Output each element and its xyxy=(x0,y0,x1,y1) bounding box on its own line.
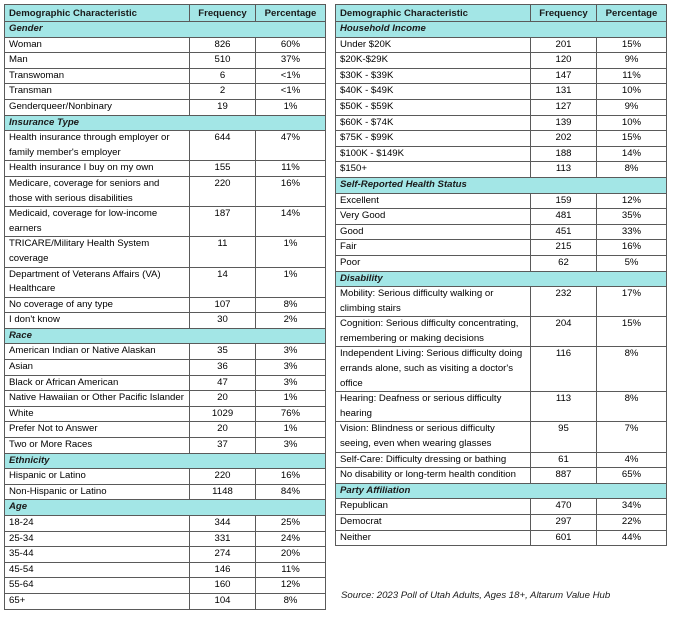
row-percentage: 3% xyxy=(256,344,326,360)
row-percentage: 11% xyxy=(256,161,326,177)
table-row xyxy=(5,578,326,594)
row-frequency: 35 xyxy=(190,344,256,360)
row-label: Health insurance through employer or family member's employer xyxy=(5,131,190,161)
table-row xyxy=(336,347,667,392)
row-label: Mobility: Serious difficulty walking or climbing stairs xyxy=(336,287,531,317)
row-percentage: 17% xyxy=(597,287,667,317)
row-label: Self-Care: Difficulty dressing or bathing xyxy=(336,452,531,468)
row-percentage: 12% xyxy=(597,193,667,209)
table-row xyxy=(336,68,667,84)
row-frequency: 37 xyxy=(190,438,256,454)
table-row xyxy=(336,240,667,256)
row-frequency: 20 xyxy=(190,422,256,438)
row-label: 65+ xyxy=(5,593,190,609)
table-row xyxy=(5,469,326,485)
category-row xyxy=(5,453,326,469)
row-percentage: 35% xyxy=(597,209,667,225)
row-label: Independent Living: Serious difficulty doing errands alone, such as visiting a doctor's office xyxy=(336,347,531,392)
row-frequency: 510 xyxy=(190,53,256,69)
row-label: $50K - $59K xyxy=(336,99,531,115)
row-frequency: 187 xyxy=(190,207,256,237)
row-percentage: 37% xyxy=(256,53,326,69)
row-percentage: 1% xyxy=(256,391,326,407)
row-label: Medicare, coverage for seniors and those with serious disabilities xyxy=(5,176,190,206)
table-row xyxy=(336,53,667,69)
table-row xyxy=(5,562,326,578)
table-row xyxy=(5,207,326,237)
row-label: 18-24 xyxy=(5,516,190,532)
table-row xyxy=(5,84,326,100)
row-label: Under $20K xyxy=(336,37,531,53)
row-percentage: 84% xyxy=(256,484,326,500)
row-percentage: 16% xyxy=(597,240,667,256)
table-row xyxy=(336,162,667,178)
category-label: Race xyxy=(5,328,326,344)
row-label: No disability or long-term health condition xyxy=(336,468,531,484)
table-row xyxy=(5,422,326,438)
table-row xyxy=(336,287,667,317)
row-frequency: 1148 xyxy=(190,484,256,500)
row-frequency: 297 xyxy=(531,515,597,531)
table-row xyxy=(5,297,326,313)
table-body-left xyxy=(5,22,326,610)
table-row xyxy=(336,209,667,225)
row-label: Good xyxy=(336,224,531,240)
row-label: White xyxy=(5,406,190,422)
category-row xyxy=(336,177,667,193)
row-label: Woman xyxy=(5,37,190,53)
row-frequency: 19 xyxy=(190,99,256,115)
row-frequency: 202 xyxy=(531,131,597,147)
table-row xyxy=(5,267,326,297)
header-frequency: Frequency xyxy=(531,5,597,22)
header-row xyxy=(5,5,326,22)
row-label: Genderqueer/Nonbinary xyxy=(5,99,190,115)
row-label: Asian xyxy=(5,360,190,376)
row-label: I don't know xyxy=(5,313,190,329)
row-percentage: 12% xyxy=(256,578,326,594)
row-label: Medicaid, coverage for low-income earners xyxy=(5,207,190,237)
row-frequency: 220 xyxy=(190,176,256,206)
row-percentage: 2% xyxy=(256,313,326,329)
row-frequency: 62 xyxy=(531,255,597,271)
row-frequency: 155 xyxy=(190,161,256,177)
row-frequency: 131 xyxy=(531,84,597,100)
row-label: 25-34 xyxy=(5,531,190,547)
row-frequency: 47 xyxy=(190,375,256,391)
category-row xyxy=(336,271,667,287)
row-label: Fair xyxy=(336,240,531,256)
row-percentage: 20% xyxy=(256,547,326,563)
table-row xyxy=(5,99,326,115)
row-label: 55-64 xyxy=(5,578,190,594)
row-label: Vision: Blindness or serious difficulty seeing, even when wearing glasses xyxy=(336,422,531,452)
table-row xyxy=(5,438,326,454)
row-percentage: 15% xyxy=(597,317,667,347)
header-frequency: Frequency xyxy=(190,5,256,22)
row-percentage: 3% xyxy=(256,438,326,454)
row-frequency: 95 xyxy=(531,422,597,452)
row-label: Hearing: Deafness or serious difficulty hearing xyxy=(336,392,531,422)
category-row xyxy=(5,115,326,131)
row-frequency: 61 xyxy=(531,452,597,468)
row-frequency: 146 xyxy=(190,562,256,578)
row-percentage: 1% xyxy=(256,267,326,297)
row-frequency: 20 xyxy=(190,391,256,407)
row-label: Man xyxy=(5,53,190,69)
table-row xyxy=(336,530,667,546)
row-percentage: 11% xyxy=(256,562,326,578)
row-percentage: 8% xyxy=(597,347,667,392)
row-percentage: 34% xyxy=(597,499,667,515)
row-label: Transwoman xyxy=(5,68,190,84)
table-row xyxy=(5,53,326,69)
row-percentage: <1% xyxy=(256,84,326,100)
row-label: 35-44 xyxy=(5,547,190,563)
row-percentage: 15% xyxy=(597,37,667,53)
table-row xyxy=(5,313,326,329)
table-row xyxy=(5,484,326,500)
table-row xyxy=(336,37,667,53)
table-row xyxy=(336,515,667,531)
table-row xyxy=(5,37,326,53)
row-label: Health insurance I buy on my own xyxy=(5,161,190,177)
row-label: Native Hawaiian or Other Pacific Islander xyxy=(5,391,190,407)
row-label: American Indian or Native Alaskan xyxy=(5,344,190,360)
row-percentage: 5% xyxy=(597,255,667,271)
row-frequency: 2 xyxy=(190,84,256,100)
table-row xyxy=(336,115,667,131)
row-label: Black or African American xyxy=(5,375,190,391)
row-label: Two or More Races xyxy=(5,438,190,454)
row-percentage: 8% xyxy=(597,392,667,422)
table-row xyxy=(5,375,326,391)
row-percentage: 24% xyxy=(256,531,326,547)
table-body-right xyxy=(336,22,667,546)
row-percentage: 10% xyxy=(597,84,667,100)
category-label: Age xyxy=(5,500,326,516)
table-row xyxy=(336,468,667,484)
row-percentage: 8% xyxy=(597,162,667,178)
row-frequency: 331 xyxy=(190,531,256,547)
table-row xyxy=(336,392,667,422)
row-percentage: 15% xyxy=(597,131,667,147)
category-label: Ethnicity xyxy=(5,453,326,469)
row-frequency: 201 xyxy=(531,37,597,53)
table-row xyxy=(336,255,667,271)
row-label: $20K-$29K xyxy=(336,53,531,69)
category-row xyxy=(5,500,326,516)
row-frequency: 451 xyxy=(531,224,597,240)
row-label: $30K - $39K xyxy=(336,68,531,84)
table-row xyxy=(336,224,667,240)
row-percentage: 9% xyxy=(597,53,667,69)
table-row xyxy=(5,593,326,609)
row-percentage: 16% xyxy=(256,176,326,206)
row-frequency: 188 xyxy=(531,146,597,162)
table-row xyxy=(336,146,667,162)
row-percentage: 11% xyxy=(597,68,667,84)
table-row xyxy=(5,344,326,360)
table-row xyxy=(5,531,326,547)
row-frequency: 11 xyxy=(190,237,256,267)
row-percentage: 65% xyxy=(597,468,667,484)
category-label: Household Income xyxy=(336,22,667,38)
table-row xyxy=(5,131,326,161)
table-row xyxy=(5,237,326,267)
row-label: Neither xyxy=(336,530,531,546)
row-label: $60K - $74K xyxy=(336,115,531,131)
row-label: Transman xyxy=(5,84,190,100)
row-frequency: 116 xyxy=(531,347,597,392)
row-label: $100K - $149K xyxy=(336,146,531,162)
row-label: Poor xyxy=(336,255,531,271)
row-frequency: 30 xyxy=(190,313,256,329)
row-percentage: 7% xyxy=(597,422,667,452)
table-row xyxy=(336,84,667,100)
row-label: $150+ xyxy=(336,162,531,178)
row-frequency: 160 xyxy=(190,578,256,594)
row-frequency: 107 xyxy=(190,297,256,313)
row-percentage: 1% xyxy=(256,422,326,438)
row-frequency: 14 xyxy=(190,267,256,297)
row-percentage: 44% xyxy=(597,530,667,546)
table-row xyxy=(336,99,667,115)
row-frequency: 232 xyxy=(531,287,597,317)
row-label: No coverage of any type xyxy=(5,297,190,313)
row-frequency: 104 xyxy=(190,593,256,609)
row-frequency: 139 xyxy=(531,115,597,131)
demographics-table-left xyxy=(4,4,326,610)
row-label: Hispanic or Latino xyxy=(5,469,190,485)
row-frequency: 147 xyxy=(531,68,597,84)
table-row xyxy=(5,176,326,206)
row-percentage: 47% xyxy=(256,131,326,161)
row-percentage: 9% xyxy=(597,99,667,115)
row-percentage: 1% xyxy=(256,237,326,267)
row-percentage: 1% xyxy=(256,99,326,115)
row-label: Department of Veterans Affairs (VA) Healthcare xyxy=(5,267,190,297)
source-note: Source: 2023 Poll of Utah Adults, Ages 18+, Altarum Value Hub xyxy=(341,590,611,601)
row-frequency: 215 xyxy=(531,240,597,256)
table-row xyxy=(5,360,326,376)
row-frequency: 204 xyxy=(531,317,597,347)
row-label: Excellent xyxy=(336,193,531,209)
row-frequency: 120 xyxy=(531,53,597,69)
row-percentage: 8% xyxy=(256,593,326,609)
row-frequency: 887 xyxy=(531,468,597,484)
row-frequency: 470 xyxy=(531,499,597,515)
table-row xyxy=(336,499,667,515)
row-label: Non-Hispanic or Latino xyxy=(5,484,190,500)
category-row xyxy=(5,22,326,38)
row-frequency: 113 xyxy=(531,162,597,178)
table-row xyxy=(336,193,667,209)
row-percentage: 33% xyxy=(597,224,667,240)
row-label: Democrat xyxy=(336,515,531,531)
row-percentage: 3% xyxy=(256,360,326,376)
row-frequency: 644 xyxy=(190,131,256,161)
header-characteristic: Demographic Characteristic xyxy=(336,5,531,22)
category-row xyxy=(5,328,326,344)
row-frequency: 481 xyxy=(531,209,597,225)
row-label: Republican xyxy=(336,499,531,515)
table-row xyxy=(336,452,667,468)
category-label: Self-Reported Health Status xyxy=(336,177,667,193)
row-percentage: 3% xyxy=(256,375,326,391)
row-label: 45-54 xyxy=(5,562,190,578)
row-frequency: 113 xyxy=(531,392,597,422)
demographics-table-right xyxy=(335,4,667,546)
row-percentage: 60% xyxy=(256,37,326,53)
header-row xyxy=(336,5,667,22)
header-percentage: Percentage xyxy=(256,5,326,22)
row-frequency: 826 xyxy=(190,37,256,53)
table-row xyxy=(5,161,326,177)
row-percentage: 4% xyxy=(597,452,667,468)
category-label: Disability xyxy=(336,271,667,287)
table-row xyxy=(336,317,667,347)
table-row xyxy=(336,422,667,452)
row-percentage: 14% xyxy=(256,207,326,237)
row-frequency: 159 xyxy=(531,193,597,209)
row-percentage: <1% xyxy=(256,68,326,84)
table-row xyxy=(5,547,326,563)
header-characteristic: Demographic Characteristic xyxy=(5,5,190,22)
row-frequency: 274 xyxy=(190,547,256,563)
category-label: Gender xyxy=(5,22,326,38)
row-frequency: 36 xyxy=(190,360,256,376)
category-label: Insurance Type xyxy=(5,115,326,131)
row-frequency: 601 xyxy=(531,530,597,546)
row-label: $40K - $49K xyxy=(336,84,531,100)
row-label: Very Good xyxy=(336,209,531,225)
row-label: Prefer Not to Answer xyxy=(5,422,190,438)
row-percentage: 22% xyxy=(597,515,667,531)
row-frequency: 344 xyxy=(190,516,256,532)
row-label: Cognition: Serious difficulty concentrating, remembering or making decisions xyxy=(336,317,531,347)
row-frequency: 127 xyxy=(531,99,597,115)
row-percentage: 14% xyxy=(597,146,667,162)
row-percentage: 25% xyxy=(256,516,326,532)
category-row xyxy=(336,22,667,38)
table-row xyxy=(336,131,667,147)
table-row xyxy=(5,516,326,532)
row-label: TRICARE/Military Health System coverage xyxy=(5,237,190,267)
row-percentage: 10% xyxy=(597,115,667,131)
category-row xyxy=(336,483,667,499)
header-percentage: Percentage xyxy=(597,5,667,22)
row-frequency: 220 xyxy=(190,469,256,485)
row-frequency: 6 xyxy=(190,68,256,84)
row-label: $75K - $99K xyxy=(336,131,531,147)
row-percentage: 76% xyxy=(256,406,326,422)
category-label: Party Affiliation xyxy=(336,483,667,499)
row-percentage: 16% xyxy=(256,469,326,485)
table-row xyxy=(5,68,326,84)
row-percentage: 8% xyxy=(256,297,326,313)
table-row xyxy=(5,406,326,422)
table-row xyxy=(5,391,326,407)
row-frequency: 1029 xyxy=(190,406,256,422)
